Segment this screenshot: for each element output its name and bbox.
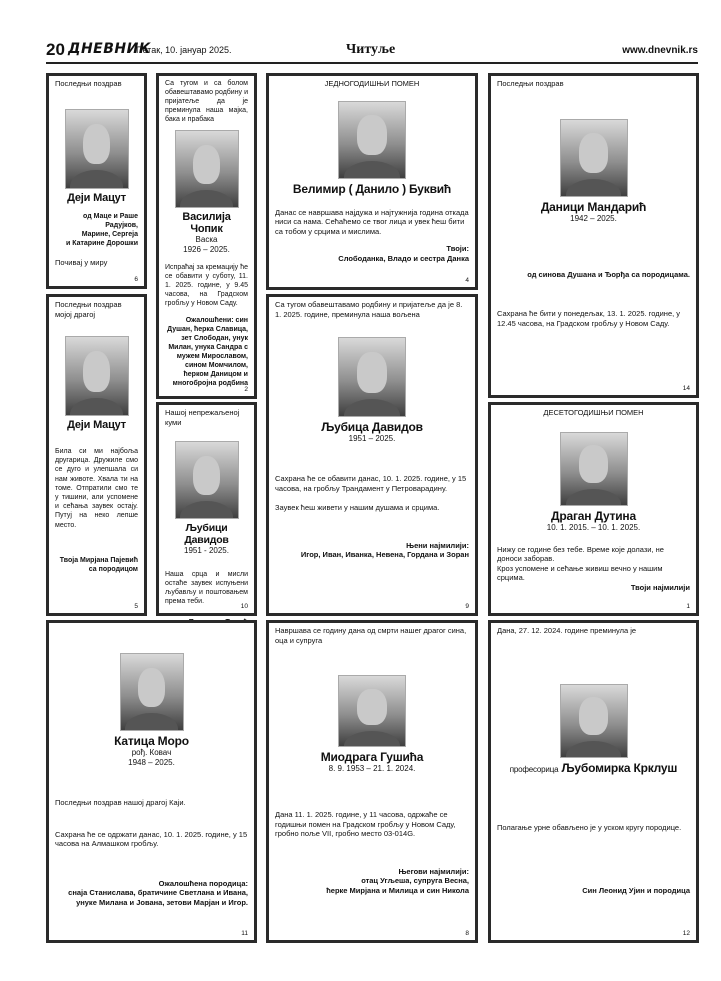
- deceased-nickname: Васка: [195, 235, 218, 244]
- notice-danica-mandaric: [488, 73, 699, 398]
- signature: Твоји најмилији: [630, 582, 690, 592]
- deceased-name: Даници Мандарић: [540, 199, 647, 214]
- signature: Твоја Мирјана Пајевић са породицом: [59, 556, 138, 574]
- notice-text: Наша срца и мисли остаће заувек испуњени љубављу и поштовањем према теби.: [165, 571, 248, 605]
- notice-deja-macut-2: [46, 294, 147, 616]
- signature-title: Његови најмилији:: [398, 866, 469, 876]
- portrait-photo: [175, 130, 239, 208]
- portrait-photo: [65, 109, 129, 189]
- signature-2: ћерке Мирјана и Милица и син Никола: [326, 885, 469, 895]
- notice-number: 10: [240, 603, 248, 610]
- notice-number: 12: [682, 930, 690, 937]
- notice-text: Полагање урне обављено је у уском кругу породице.: [497, 822, 682, 832]
- life-years: 1948 – 2025.: [128, 758, 175, 767]
- deceased-name: Василија Чопик: [182, 211, 231, 235]
- portrait-photo: [560, 432, 628, 506]
- maiden-name: рођ. Ковач: [131, 748, 172, 757]
- notice-heading: Навршава се годину дана од смрти нашег драгог сина, оца и супруга: [275, 626, 467, 645]
- notice-text: Нижу се године без тебе. Време које долази, не доноси заборав.: [497, 544, 664, 563]
- notice-number: 5: [134, 603, 138, 610]
- life-years: 1942 – 2025.: [570, 213, 617, 223]
- signature-title: Твоји:: [446, 244, 469, 253]
- deceased-name: Драган Дутина: [551, 508, 636, 523]
- notice-text: Била си ми најбоља другарица. Дружиле смо се дуго и улепшала си нам животе. Хвала ти на томе. Отпратили смо те у тишини, али успомене и сећања заувек остају. Путуј на неко лепше место.: [55, 448, 138, 529]
- notice-heading: Нашој непрежаљеној куми: [165, 408, 240, 427]
- notice-text: Почивај у миру: [55, 257, 108, 267]
- portrait-photo: [65, 336, 129, 416]
- notice-text: Дана 11. 1. 2025. године, у 11 часова, одржаће се годишњи помен на Градском гробљу у Новом Саду, гробно поље VII, гробно место 03-014G.: [275, 810, 456, 838]
- notice-heading: Последњи поздрав: [55, 79, 122, 88]
- portrait-photo: [338, 101, 406, 179]
- notice-heading: ЈЕДНОГОДИШЊИ ПОМЕН: [324, 79, 420, 88]
- signatories: од Маце и Раше Радујков, Марине, Сергеја и Катарине Дорошки: [65, 212, 138, 247]
- section-title: Читуље: [346, 42, 396, 57]
- notice-heading: ДЕСЕТОГОДИШЊИ ПОМЕН: [543, 408, 644, 417]
- portrait-photo: [120, 653, 184, 731]
- notice-text: Сахрана ће се обавити данас, 10. 1. 2025. године, у 15 часова, на гробљу Трандамент у Петроварадину.: [275, 474, 467, 493]
- signature: Игор, Иван, Иванка, Невена, Гордана и Зоран: [300, 550, 469, 559]
- life-years: 1951 – 2025.: [348, 434, 396, 443]
- deceased-name: Љубици Давидов: [184, 522, 229, 546]
- life-years: 1951 - 2025.: [184, 546, 229, 555]
- signature: Слободанка, Владо и сестра Данка: [338, 253, 469, 263]
- deceased-name: Велимир ( Данило ) Буквић: [292, 181, 452, 196]
- signature: снаја Станислава, братичине Светлана и Ивана, унуке Милана и Јована, зетови Марјан и Игор.: [68, 888, 248, 907]
- notice-text: Сахрана ће бити у понедељак, 13. 1. 2025. године, у 12.45 часова, на Градском гробљу у Новом Саду.: [497, 309, 681, 328]
- notice-heading: Последњи поздрав: [497, 79, 564, 88]
- notice-number: 9: [465, 603, 469, 610]
- portrait-photo: [560, 119, 628, 197]
- notice-number: 2: [244, 386, 248, 393]
- notice-deja-macut-1: [46, 73, 147, 289]
- notice-ljubica-davidov-kuma: [156, 402, 257, 616]
- notice-velimir-bukvic: [266, 73, 478, 290]
- notice-number: 8: [465, 930, 469, 937]
- notice-number: 1: [686, 603, 690, 610]
- newspaper-logo: ДНЕВНИК: [68, 41, 151, 57]
- portrait-photo: [338, 675, 406, 747]
- deceased-name: Деји Мацут: [67, 191, 126, 204]
- notice-text: Данас се навршава најдужа и најтужнија година откада ниси са нама. Сећаћемо се твог лица и увек ћеш бити са тобом у срцима и мислима.: [275, 207, 469, 236]
- deceased-name: Деји Мацут: [67, 419, 126, 431]
- notice-text-2: Заувек ћеш живети у нашим душама и срцима.: [275, 503, 440, 512]
- life-years: 1926 – 2025.: [183, 245, 230, 254]
- page-number: 20: [46, 40, 65, 59]
- notice-number: 4: [465, 277, 469, 284]
- issue-date: Петак, 10. јануар 2025.: [136, 45, 232, 55]
- notice-ljubica-davidov: [266, 294, 478, 616]
- deceased-name: професорица Љубомирка Крклуш: [509, 760, 678, 775]
- notice-vasilija-copik: [156, 73, 257, 399]
- signature: отац Угљеша, супруга Весна,: [361, 876, 469, 885]
- title-prefix: професорица: [509, 764, 559, 774]
- portrait-photo: [338, 337, 406, 417]
- signature: Син Леонид Ујин и породица: [582, 886, 690, 895]
- signature-title: Ожалошћена породица:: [158, 878, 248, 888]
- notice-heading: Са тугом обавештавамо родбину и пријатеље да је 8. 1. 2025. године, преминула наша вољена: [275, 300, 463, 319]
- portrait-photo: [560, 684, 628, 758]
- life-years: 10. 1. 2015. – 10. 1. 2025.: [546, 522, 641, 532]
- deceased-name: Катица Моро: [114, 734, 189, 748]
- notice-heading: Са тугом и са болом обавештавамо родбину и пријатеље да је преминула наша мајка, бака и прабака: [165, 80, 248, 123]
- deceased-name: Миодрага Гушића: [320, 750, 424, 764]
- notice-katica-moro: [46, 620, 257, 943]
- notice-number: 6: [134, 276, 138, 283]
- signature: од синова Душана и Ђорђа са породицама.: [527, 269, 690, 279]
- website-link[interactable]: www.dnevnik.rs: [622, 45, 698, 56]
- signature: Ожалошћени: син Душан, ћерка Славица, зет Слободан, унук Милан, унука Сандра с мужем Мирославом, сином Момчилом, ћерком Даницом и многобројна родбина: [167, 317, 248, 387]
- notice-text-2: Сахрана ће се одржати данас, 10. 1. 2025. године, у 15 часова на Алмашком гробљу.: [55, 829, 248, 848]
- notice-number: 11: [241, 930, 248, 937]
- notice-text: Испраћај за кремацију ће се обавити у суботу, 11. 1. 2025. године, у 9.45 часова, на Градском гробљу у Новом Саду.: [165, 264, 248, 307]
- portrait-photo: [175, 441, 239, 519]
- notice-text: Последњи поздрав нашој драгој Каји.: [55, 798, 186, 807]
- notice-ljubomirka-krklus: [488, 620, 699, 943]
- notice-text-2: Кроз успомене и сећање живиш вечно у нашим срцима.: [497, 563, 663, 582]
- life-years: 8. 9. 1953 – 21. 1. 2024.: [328, 764, 416, 773]
- deceased-name: Љубица Давидов: [321, 420, 423, 434]
- notice-dragan-dutina: [488, 402, 699, 616]
- notice-heading: Последњи поздрав мојој драгој: [55, 300, 122, 319]
- signature-title: Њени најмилији:: [406, 540, 469, 550]
- notice-miodrag-gusic: [266, 620, 478, 943]
- notice-heading: Дана, 27. 12. 2024. године преминула је: [497, 626, 637, 635]
- notice-number: 14: [682, 385, 690, 392]
- page-header: [46, 40, 698, 64]
